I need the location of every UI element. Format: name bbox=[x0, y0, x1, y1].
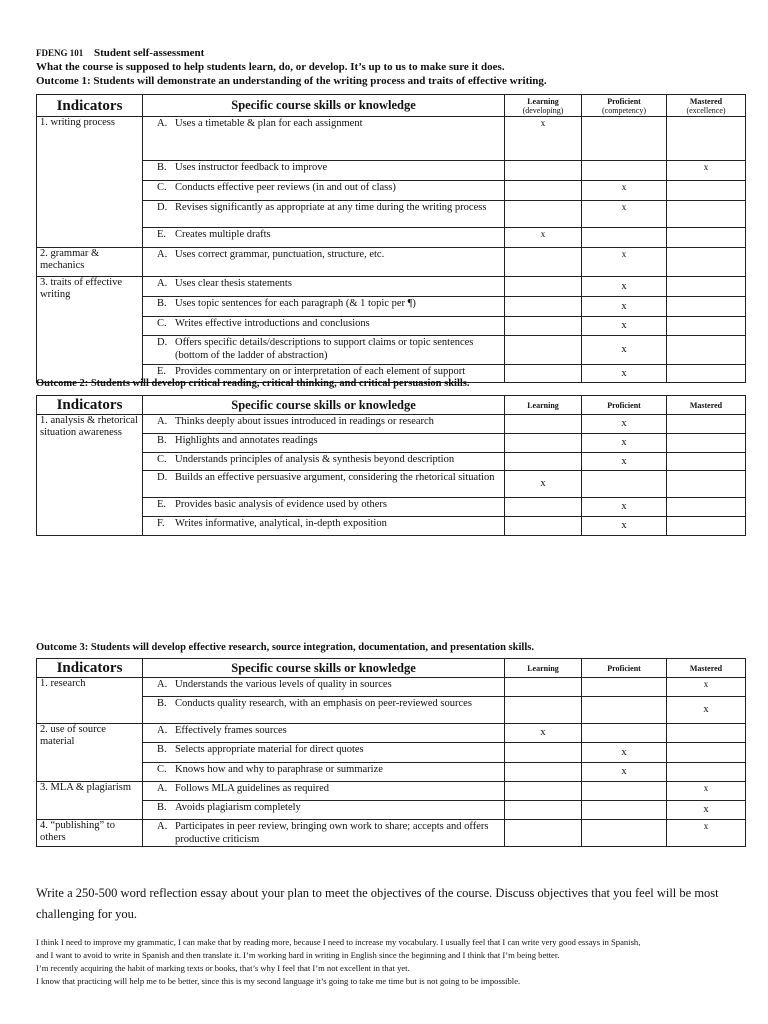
mastered-mark-cell[interactable]: x bbox=[667, 801, 746, 820]
learning-mark-cell[interactable] bbox=[505, 678, 582, 697]
proficient-header: Proficient bbox=[582, 659, 667, 678]
skill-text: Writes informative, analytical, in-depth exposition bbox=[175, 518, 387, 529]
learning-mark-cell[interactable] bbox=[505, 317, 582, 336]
essay-line: I’m recently acquiring the habit of marking texts or books, that’s why I feel that I’m not excellent in that yet. bbox=[36, 963, 410, 973]
proficient-mark-cell[interactable]: x bbox=[582, 517, 667, 536]
table-row bbox=[37, 181, 746, 201]
indicator-cell: 2. grammar & mechanics bbox=[37, 248, 143, 277]
skill-letter: A. bbox=[157, 118, 168, 129]
skill-letter: F. bbox=[157, 518, 165, 529]
learning-mark-cell[interactable] bbox=[505, 415, 582, 434]
table-row bbox=[37, 453, 746, 471]
skill-letter: D. bbox=[157, 472, 168, 483]
mastered-mark-cell[interactable] bbox=[667, 336, 746, 365]
proficient-mark-cell[interactable] bbox=[582, 782, 667, 801]
learning-mark-cell[interactable] bbox=[505, 820, 582, 847]
skill-letter: B. bbox=[157, 744, 167, 755]
table-row bbox=[37, 498, 746, 517]
outcome-3-title: Outcome 3: Students will develop effective research, source integration, documentation, and presentation skills. bbox=[36, 642, 534, 653]
course-code: FDENG 101 bbox=[36, 48, 84, 58]
skill-cell bbox=[143, 697, 505, 724]
skill-letter: A. bbox=[157, 821, 168, 832]
skill-text: Understands the various levels of quality in sources bbox=[175, 679, 392, 690]
skill-cell bbox=[143, 743, 505, 763]
table-row bbox=[37, 434, 746, 453]
table-row bbox=[37, 517, 746, 536]
skill-letter: C. bbox=[157, 454, 167, 465]
skill-text: Participates in peer review, bringing own work to share; accepts and offers productive criticism bbox=[175, 821, 489, 845]
learning-mark-cell[interactable] bbox=[505, 498, 582, 517]
skill-text: Follows MLA guidelines as required bbox=[175, 783, 329, 794]
table-row bbox=[37, 201, 746, 228]
mastered-mark-cell[interactable]: x bbox=[667, 697, 746, 724]
skill-cell bbox=[143, 317, 505, 336]
mastered-mark-cell[interactable] bbox=[667, 724, 746, 743]
mastered-mark-cell[interactable] bbox=[667, 297, 746, 317]
table-row bbox=[37, 336, 746, 365]
proficient-mark-cell[interactable]: x bbox=[582, 434, 667, 453]
learning-header: Learning bbox=[505, 396, 582, 415]
table-row bbox=[37, 820, 746, 847]
mastered-header: Mastered (excellence) bbox=[667, 95, 746, 117]
proficient-mark-cell[interactable] bbox=[582, 161, 667, 181]
indicators-header: Indicators bbox=[37, 659, 143, 678]
indicators-header: Indicators bbox=[37, 95, 143, 117]
learning-mark-cell[interactable] bbox=[505, 365, 582, 383]
table-row bbox=[37, 228, 746, 248]
proficient-mark-cell[interactable] bbox=[582, 724, 667, 743]
mastered-mark-cell[interactable]: x bbox=[667, 782, 746, 801]
proficient-mark-cell[interactable]: x bbox=[582, 336, 667, 365]
skill-letter: E. bbox=[157, 366, 167, 377]
mastered-mark-cell[interactable] bbox=[667, 471, 746, 498]
mastered-mark-cell[interactable] bbox=[667, 317, 746, 336]
skill-text: Selects appropriate material for direct quotes bbox=[175, 744, 364, 755]
mastered-mark-cell[interactable] bbox=[667, 415, 746, 434]
skill-text: Uses correct grammar, punctuation, structure, etc. bbox=[175, 249, 385, 260]
mastered-mark-cell[interactable] bbox=[667, 498, 746, 517]
skill-cell bbox=[143, 181, 505, 201]
learning-mark-cell[interactable]: x bbox=[505, 471, 582, 498]
indicator-cell: 1. analysis & rhetorical situation awareness bbox=[37, 415, 143, 536]
skill-cell bbox=[143, 415, 505, 434]
learning-header: Learning bbox=[505, 659, 582, 678]
essay-response[interactable] bbox=[36, 936, 761, 988]
proficient-mark-cell[interactable] bbox=[582, 697, 667, 724]
proficient-mark-cell[interactable]: x bbox=[582, 415, 667, 434]
learning-mark-cell[interactable]: x bbox=[505, 117, 582, 161]
skill-cell bbox=[143, 336, 505, 365]
skill-letter: E. bbox=[157, 499, 167, 510]
table-row bbox=[37, 277, 746, 297]
indicator-cell: 4. “publishing” to others bbox=[37, 820, 143, 847]
mastered-mark-cell[interactable] bbox=[667, 201, 746, 228]
page-header bbox=[36, 46, 756, 88]
table-row bbox=[37, 317, 746, 336]
table-row bbox=[37, 161, 746, 181]
skill-letter: E. bbox=[157, 229, 167, 240]
table-row bbox=[37, 297, 746, 317]
learning-mark-cell[interactable] bbox=[505, 336, 582, 365]
learning-mark-cell[interactable]: x bbox=[505, 228, 582, 248]
skill-letter: D. bbox=[157, 337, 168, 348]
skill-text: Understands principles of analysis & synthesis beyond description bbox=[175, 454, 455, 465]
skill-letter: B. bbox=[157, 162, 167, 173]
essay-line: and I want to avoid to write in Spanish and then translate it. I’m working hard in writing in English since the beginning and I think that I’m being better. bbox=[36, 950, 560, 960]
proficient-mark-cell[interactable]: x bbox=[582, 365, 667, 383]
mastered-mark-cell[interactable] bbox=[667, 248, 746, 277]
learning-mark-cell[interactable] bbox=[505, 763, 582, 782]
indicator-cell: 2. use of source material bbox=[37, 724, 143, 782]
table-row bbox=[37, 743, 746, 763]
skill-letter: C. bbox=[157, 182, 167, 193]
proficient-mark-cell[interactable] bbox=[582, 117, 667, 161]
skill-letter: B. bbox=[157, 435, 167, 446]
skill-text: Highlights and annotates readings bbox=[175, 435, 318, 446]
learning-mark-cell[interactable] bbox=[505, 517, 582, 536]
proficient-header: Proficient bbox=[582, 396, 667, 415]
mastered-mark-cell[interactable]: x bbox=[667, 678, 746, 697]
learning-mark-cell[interactable] bbox=[505, 181, 582, 201]
outcome-1-table bbox=[36, 94, 746, 383]
skills-header: Specific course skills or knowledge bbox=[143, 396, 505, 415]
mastered-mark-cell[interactable] bbox=[667, 228, 746, 248]
skill-text: Writes effective introductions and conclusions bbox=[175, 318, 370, 329]
skill-letter: B. bbox=[157, 698, 167, 709]
skill-cell bbox=[143, 201, 505, 228]
outcome-1-title: Outcome 1: Students will demonstrate an understanding of the writing process and traits of effective writing. bbox=[36, 75, 547, 87]
proficient-mark-cell[interactable]: x bbox=[582, 181, 667, 201]
skill-letter: A. bbox=[157, 278, 168, 289]
skill-text: Knows how and why to paraphrase or summarize bbox=[175, 764, 383, 775]
skill-cell bbox=[143, 724, 505, 743]
mastered-mark-cell[interactable] bbox=[667, 365, 746, 383]
skill-cell bbox=[143, 277, 505, 297]
mastered-mark-cell[interactable] bbox=[667, 181, 746, 201]
skill-text: Conducts quality research, with an emphasis on peer-reviewed sources bbox=[175, 698, 472, 709]
skill-letter: A. bbox=[157, 679, 168, 690]
skill-letter: B. bbox=[157, 298, 167, 309]
skill-cell bbox=[143, 117, 505, 161]
essay-line: I think I need to improve my grammatic, I can make that by reading more, because I need to increase my vocabulary. I usually feel that I can write very good essays in Spanish, bbox=[36, 937, 641, 947]
skill-cell bbox=[143, 161, 505, 181]
skill-cell bbox=[143, 228, 505, 248]
proficient-mark-cell[interactable] bbox=[582, 228, 667, 248]
skill-text: Builds an effective persuasive argument, considering the rhetorical situation bbox=[175, 472, 495, 483]
skill-cell bbox=[143, 471, 505, 498]
proficient-mark-cell[interactable]: x bbox=[582, 763, 667, 782]
learning-mark-cell[interactable] bbox=[505, 782, 582, 801]
proficient-mark-cell[interactable] bbox=[582, 801, 667, 820]
indicator-cell: 3. traits of effective writing bbox=[37, 277, 143, 383]
indicators-header: Indicators bbox=[37, 396, 143, 415]
skill-text: Offers specific details/descriptions to support claims or topic sentences (bottom of the ladder of abstraction) bbox=[175, 337, 474, 361]
skill-text: Creates multiple drafts bbox=[175, 229, 271, 240]
proficient-mark-cell[interactable]: x bbox=[582, 498, 667, 517]
table-row bbox=[37, 801, 746, 820]
skill-text: Provides commentary on or interpretation of each element of support bbox=[175, 366, 466, 377]
skill-cell bbox=[143, 801, 505, 820]
skills-header: Specific course skills or knowledge bbox=[143, 659, 505, 678]
outcome-3-table bbox=[36, 658, 746, 847]
learning-mark-cell[interactable] bbox=[505, 248, 582, 277]
mastered-header: Mastered bbox=[667, 396, 746, 415]
skill-text: Avoids plagiarism completely bbox=[175, 802, 301, 813]
skill-letter: A. bbox=[157, 783, 168, 794]
skill-text: Conducts effective peer reviews (in and out of class) bbox=[175, 182, 396, 193]
skill-cell bbox=[143, 517, 505, 536]
outcome-2-title: Outcome 2: Students will develop critical reading, critical thinking, and critical persuasion skills. bbox=[36, 378, 470, 389]
skill-cell bbox=[143, 297, 505, 317]
document-title: Student self-assessment bbox=[94, 47, 205, 59]
table-row bbox=[37, 248, 746, 277]
learning-mark-cell[interactable] bbox=[505, 453, 582, 471]
proficient-mark-cell[interactable] bbox=[582, 471, 667, 498]
skill-letter: A. bbox=[157, 249, 168, 260]
proficient-mark-cell[interactable]: x bbox=[582, 317, 667, 336]
skill-cell bbox=[143, 763, 505, 782]
mastered-mark-cell[interactable] bbox=[667, 743, 746, 763]
skill-cell bbox=[143, 248, 505, 277]
essay-line: I know that practicing will help me to be better, since this is my second language it’s going to take me time but is not going to be impossible. bbox=[36, 976, 521, 986]
table-row bbox=[37, 782, 746, 801]
course-purpose: What the course is supposed to help students learn, do, or develop. It’s up to us to make sure it does. bbox=[36, 61, 505, 73]
skill-text: Effectively frames sources bbox=[175, 725, 287, 736]
learning-mark-cell[interactable] bbox=[505, 434, 582, 453]
skill-letter: A. bbox=[157, 725, 168, 736]
learning-mark-cell[interactable] bbox=[505, 297, 582, 317]
mastered-mark-cell[interactable] bbox=[667, 453, 746, 471]
indicator-cell: 1. research bbox=[37, 678, 143, 724]
proficient-mark-cell[interactable] bbox=[582, 820, 667, 847]
table-row bbox=[37, 678, 746, 697]
skill-letter: C. bbox=[157, 318, 167, 329]
learning-mark-cell[interactable] bbox=[505, 161, 582, 181]
proficient-mark-cell[interactable]: x bbox=[582, 297, 667, 317]
skill-cell bbox=[143, 820, 505, 847]
skill-text: Thinks deeply about issues introduced in readings or research bbox=[175, 416, 434, 427]
skill-cell bbox=[143, 434, 505, 453]
mastered-header: Mastered bbox=[667, 659, 746, 678]
skill-text: Uses instructor feedback to improve bbox=[175, 162, 328, 173]
proficient-mark-cell[interactable]: x bbox=[582, 453, 667, 471]
skill-text: Revises significantly as appropriate at any time during the writing process bbox=[175, 202, 487, 213]
proficient-mark-cell[interactable]: x bbox=[582, 248, 667, 277]
proficient-mark-cell[interactable] bbox=[582, 678, 667, 697]
proficient-mark-cell[interactable]: x bbox=[582, 277, 667, 297]
indicator-cell: 1. writing process bbox=[37, 117, 143, 248]
skill-cell bbox=[143, 498, 505, 517]
mastered-mark-cell[interactable] bbox=[667, 117, 746, 161]
learning-mark-cell[interactable] bbox=[505, 801, 582, 820]
proficient-mark-cell[interactable]: x bbox=[582, 201, 667, 228]
proficient-header: Proficient (competency) bbox=[582, 95, 667, 117]
learning-mark-cell[interactable] bbox=[505, 277, 582, 297]
mastered-mark-cell[interactable]: x bbox=[667, 820, 746, 847]
skill-letter: B. bbox=[157, 802, 167, 813]
skill-text: Uses clear thesis statements bbox=[175, 278, 292, 289]
table-row bbox=[37, 763, 746, 782]
learning-header: Learning (developing) bbox=[505, 95, 582, 117]
mastered-mark-cell[interactable] bbox=[667, 763, 746, 782]
mastered-mark-cell[interactable]: x bbox=[667, 161, 746, 181]
outcome-2-table bbox=[36, 395, 746, 536]
learning-mark-cell[interactable] bbox=[505, 201, 582, 228]
proficient-mark-cell[interactable]: x bbox=[582, 743, 667, 763]
table-row bbox=[37, 117, 746, 161]
mastered-mark-cell[interactable] bbox=[667, 517, 746, 536]
skills-header: Specific course skills or knowledge bbox=[143, 95, 505, 117]
learning-mark-cell[interactable] bbox=[505, 697, 582, 724]
skill-text: Provides basic analysis of evidence used by others bbox=[175, 499, 387, 510]
essay-prompt: Write a 250-500 word reflection essay about your plan to meet the objectives of the course. Discuss objectives that you feel will be most challenging for you. bbox=[36, 886, 719, 921]
skill-letter: C. bbox=[157, 764, 167, 775]
table-row bbox=[37, 697, 746, 724]
table-row bbox=[37, 724, 746, 743]
table-row bbox=[37, 415, 746, 434]
skill-cell bbox=[143, 782, 505, 801]
skill-cell bbox=[143, 453, 505, 471]
mastered-mark-cell[interactable] bbox=[667, 277, 746, 297]
skill-letter: A. bbox=[157, 416, 168, 427]
indicator-cell: 3. MLA & plagiarism bbox=[37, 782, 143, 820]
skill-letter: D. bbox=[157, 202, 168, 213]
skill-cell bbox=[143, 678, 505, 697]
skill-text: Uses a timetable & plan for each assignment bbox=[175, 118, 363, 129]
learning-mark-cell[interactable] bbox=[505, 743, 582, 763]
table-row bbox=[37, 471, 746, 498]
skill-text: Uses topic sentences for each paragraph (& 1 topic per ¶) bbox=[175, 298, 416, 309]
learning-mark-cell[interactable]: x bbox=[505, 724, 582, 743]
mastered-mark-cell[interactable] bbox=[667, 434, 746, 453]
